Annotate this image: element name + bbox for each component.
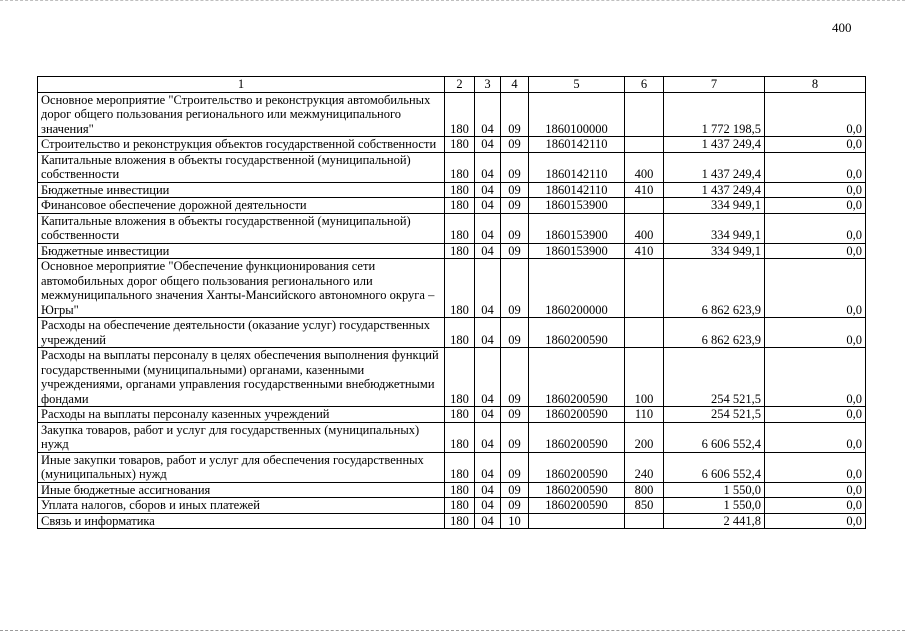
cell-section: 04 xyxy=(475,137,501,153)
cell-amount-2: 0,0 xyxy=(765,152,866,182)
cell-amount-2: 0,0 xyxy=(765,259,866,318)
table-row xyxy=(38,513,866,529)
header-cell: 5 xyxy=(529,77,625,93)
table-row xyxy=(38,182,866,198)
cell-admin-code: 180 xyxy=(445,422,475,452)
cell-amount-2: 0,0 xyxy=(765,513,866,529)
cell-amount: 1 772 198,5 xyxy=(664,92,765,137)
cell-target-article: 1860200590 xyxy=(529,498,625,514)
cell-subsection: 10 xyxy=(501,513,529,529)
cell-target-article: 1860200000 xyxy=(529,259,625,318)
cell-target-article: 1860200590 xyxy=(529,482,625,498)
cell-subsection: 09 xyxy=(501,243,529,259)
table-row xyxy=(38,152,866,182)
cell-expense-type: 850 xyxy=(625,498,664,514)
cell-amount: 334 949,1 xyxy=(664,243,765,259)
scan-artifact-top xyxy=(0,0,905,4)
cell-amount: 1 437 249,4 xyxy=(664,137,765,153)
cell-amount: 334 949,1 xyxy=(664,213,765,243)
cell-subsection: 09 xyxy=(501,482,529,498)
table-row xyxy=(38,92,866,137)
cell-section: 04 xyxy=(475,482,501,498)
cell-target-article: 1860153900 xyxy=(529,213,625,243)
cell-section: 04 xyxy=(475,243,501,259)
cell-name: Капитальные вложения в объекты государственной (муниципальной) собственности xyxy=(38,213,445,243)
cell-name: Иные закупки товаров, работ и услуг для обеспечения государственных (муниципальных) нужд xyxy=(38,452,445,482)
cell-subsection: 09 xyxy=(501,407,529,423)
cell-admin-code: 180 xyxy=(445,182,475,198)
cell-admin-code: 180 xyxy=(445,482,475,498)
cell-amount: 2 441,8 xyxy=(664,513,765,529)
cell-subsection: 09 xyxy=(501,452,529,482)
cell-amount-2: 0,0 xyxy=(765,243,866,259)
cell-name: Основное мероприятие "Обеспечение функционирования сети автомобильных дорог общего пользования регионального или межмуниципального значения Ханты-Мансийского автономного округа – Югры" xyxy=(38,259,445,318)
cell-name: Бюджетные инвестиции xyxy=(38,182,445,198)
cell-amount: 6 606 552,4 xyxy=(664,452,765,482)
cell-amount: 1 437 249,4 xyxy=(664,152,765,182)
cell-amount-2: 0,0 xyxy=(765,182,866,198)
cell-amount-2: 0,0 xyxy=(765,407,866,423)
cell-admin-code: 180 xyxy=(445,198,475,214)
cell-amount-2: 0,0 xyxy=(765,213,866,243)
table-row xyxy=(38,407,866,423)
cell-subsection: 09 xyxy=(501,348,529,407)
cell-name: Основное мероприятие "Строительство и реконструкция автомобильных дорог общего пользования регионального или межмуниципального значения" xyxy=(38,92,445,137)
cell-amount-2: 0,0 xyxy=(765,137,866,153)
cell-name: Расходы на обеспечение деятельности (оказание услуг) государственных учреждений xyxy=(38,318,445,348)
cell-amount: 1 550,0 xyxy=(664,482,765,498)
cell-section: 04 xyxy=(475,152,501,182)
cell-expense-type xyxy=(625,513,664,529)
cell-subsection: 09 xyxy=(501,182,529,198)
cell-amount: 1 437 249,4 xyxy=(664,182,765,198)
page-number: 400 xyxy=(832,20,852,35)
cell-name: Иные бюджетные ассигнования xyxy=(38,482,445,498)
cell-expense-type: 100 xyxy=(625,348,664,407)
cell-admin-code: 180 xyxy=(445,243,475,259)
table-header-row xyxy=(38,77,866,93)
cell-amount: 254 521,5 xyxy=(664,348,765,407)
cell-target-article: 1860153900 xyxy=(529,198,625,214)
cell-expense-type: 400 xyxy=(625,213,664,243)
cell-admin-code: 180 xyxy=(445,513,475,529)
table-row xyxy=(38,348,866,407)
cell-subsection: 09 xyxy=(501,318,529,348)
cell-admin-code: 180 xyxy=(445,213,475,243)
cell-section: 04 xyxy=(475,513,501,529)
cell-subsection: 09 xyxy=(501,152,529,182)
cell-section: 04 xyxy=(475,213,501,243)
cell-section: 04 xyxy=(475,407,501,423)
cell-amount: 254 521,5 xyxy=(664,407,765,423)
table-body xyxy=(38,92,866,529)
cell-subsection: 09 xyxy=(501,92,529,137)
cell-name: Закупка товаров, работ и услуг для государственных (муниципальных) нужд xyxy=(38,422,445,452)
cell-name: Расходы на выплаты персоналу в целях обеспечения выполнения функций государственными (муниципальными) органами, казенными учреждениями, органами управления государственными внебюджетными фондами xyxy=(38,348,445,407)
cell-section: 04 xyxy=(475,422,501,452)
header-cell: 6 xyxy=(625,77,664,93)
cell-admin-code: 180 xyxy=(445,92,475,137)
cell-name: Финансовое обеспечение дорожной деятельности xyxy=(38,198,445,214)
cell-amount-2: 0,0 xyxy=(765,452,866,482)
cell-expense-type: 200 xyxy=(625,422,664,452)
cell-amount-2: 0,0 xyxy=(765,482,866,498)
cell-expense-type: 400 xyxy=(625,152,664,182)
table-row xyxy=(38,198,866,214)
table-row xyxy=(38,137,866,153)
table-row xyxy=(38,452,866,482)
cell-target-article: 1860142110 xyxy=(529,182,625,198)
table-row xyxy=(38,243,866,259)
table-row xyxy=(38,213,866,243)
cell-amount-2: 0,0 xyxy=(765,198,866,214)
header-cell: 3 xyxy=(475,77,501,93)
scan-artifact-bottom xyxy=(0,630,905,633)
cell-amount-2: 0,0 xyxy=(765,348,866,407)
cell-name: Бюджетные инвестиции xyxy=(38,243,445,259)
cell-admin-code: 180 xyxy=(445,318,475,348)
table-row xyxy=(38,259,866,318)
cell-name: Расходы на выплаты персоналу казенных учреждений xyxy=(38,407,445,423)
cell-admin-code: 180 xyxy=(445,137,475,153)
cell-admin-code: 180 xyxy=(445,498,475,514)
cell-expense-type xyxy=(625,318,664,348)
cell-expense-type xyxy=(625,92,664,137)
cell-section: 04 xyxy=(475,452,501,482)
cell-admin-code: 180 xyxy=(445,407,475,423)
cell-target-article: 1860200590 xyxy=(529,452,625,482)
cell-target-article: 1860153900 xyxy=(529,243,625,259)
cell-section: 04 xyxy=(475,498,501,514)
cell-subsection: 09 xyxy=(501,198,529,214)
cell-expense-type xyxy=(625,259,664,318)
cell-expense-type: 410 xyxy=(625,243,664,259)
cell-name: Уплата налогов, сборов и иных платежей xyxy=(38,498,445,514)
table-row xyxy=(38,498,866,514)
cell-expense-type: 410 xyxy=(625,182,664,198)
header-cell: 7 xyxy=(664,77,765,93)
header-cell: 2 xyxy=(445,77,475,93)
cell-section: 04 xyxy=(475,348,501,407)
cell-amount: 6 862 623,9 xyxy=(664,318,765,348)
header-cell: 1 xyxy=(38,77,445,93)
cell-subsection: 09 xyxy=(501,137,529,153)
cell-target-article: 1860200590 xyxy=(529,407,625,423)
cell-subsection: 09 xyxy=(501,498,529,514)
cell-amount-2: 0,0 xyxy=(765,92,866,137)
cell-admin-code: 180 xyxy=(445,152,475,182)
cell-target-article: 1860200590 xyxy=(529,348,625,407)
cell-name: Капитальные вложения в объекты государственной (муниципальной) собственности xyxy=(38,152,445,182)
cell-section: 04 xyxy=(475,318,501,348)
cell-admin-code: 180 xyxy=(445,348,475,407)
cell-target-article: 1860200590 xyxy=(529,422,625,452)
cell-target-article: 1860100000 xyxy=(529,92,625,137)
cell-subsection: 09 xyxy=(501,213,529,243)
cell-target-article: 1860200590 xyxy=(529,318,625,348)
cell-subsection: 09 xyxy=(501,422,529,452)
cell-expense-type xyxy=(625,198,664,214)
cell-name: Строительство и реконструкция объектов государственной собственности xyxy=(38,137,445,153)
cell-amount: 6 862 623,9 xyxy=(664,259,765,318)
table-row xyxy=(38,318,866,348)
header-cell: 4 xyxy=(501,77,529,93)
cell-target-article xyxy=(529,513,625,529)
cell-section: 04 xyxy=(475,92,501,137)
table-row xyxy=(38,422,866,452)
cell-section: 04 xyxy=(475,259,501,318)
cell-target-article: 1860142110 xyxy=(529,137,625,153)
budget-table xyxy=(37,76,866,529)
cell-expense-type: 240 xyxy=(625,452,664,482)
cell-expense-type: 110 xyxy=(625,407,664,423)
cell-amount: 334 949,1 xyxy=(664,198,765,214)
header-cell: 8 xyxy=(765,77,866,93)
cell-amount-2: 0,0 xyxy=(765,422,866,452)
cell-subsection: 09 xyxy=(501,259,529,318)
cell-amount: 1 550,0 xyxy=(664,498,765,514)
cell-section: 04 xyxy=(475,182,501,198)
cell-amount-2: 0,0 xyxy=(765,318,866,348)
cell-target-article: 1860142110 xyxy=(529,152,625,182)
cell-expense-type: 800 xyxy=(625,482,664,498)
cell-section: 04 xyxy=(475,198,501,214)
cell-admin-code: 180 xyxy=(445,452,475,482)
cell-amount-2: 0,0 xyxy=(765,498,866,514)
cell-name: Связь и информатика xyxy=(38,513,445,529)
cell-admin-code: 180 xyxy=(445,259,475,318)
cell-amount: 6 606 552,4 xyxy=(664,422,765,452)
cell-expense-type xyxy=(625,137,664,153)
table-row xyxy=(38,482,866,498)
